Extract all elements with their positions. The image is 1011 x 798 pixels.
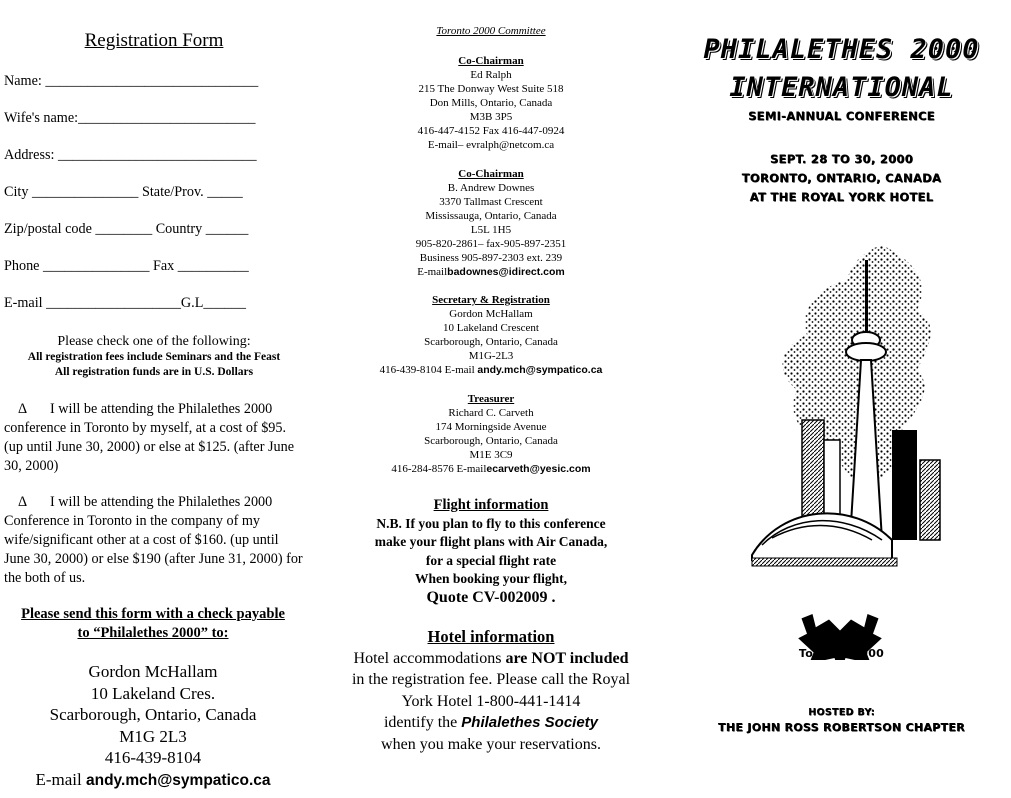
send-instructions	[0, 605, 306, 643]
conference-location: TORONTO, ONTARIO, CANADA	[741, 171, 942, 185]
contact-line: 3370 Tallmast Crescent	[439, 196, 543, 208]
email-address: andy.mch@sympatico.ca	[477, 364, 603, 376]
option-couple-text: I will be attending the Philalethes 2000 Conference in Toronto in the company of my wife/significant other at a cost of $160. (up until June 30, 2000) or else $190 (after June 31, 2000) for the both of us.	[4, 494, 303, 586]
registration-title: Registration Form	[84, 30, 224, 51]
contact-line: Scarborough, Ontario, Canada	[424, 435, 558, 447]
send-line: to “Philalethes 2000” to:	[77, 625, 229, 641]
cover-title: PHILALETHES 2000	[703, 34, 980, 65]
address-line: M1G 2L3	[119, 726, 187, 746]
contact-line: L5L 1H5	[470, 224, 512, 236]
flight-line: N.B. If you plan to fly to this conference	[376, 515, 606, 531]
role-title: Co-Chairman	[458, 55, 524, 67]
email-label: 416-284-8576 E-mail	[391, 463, 487, 475]
option-single	[4, 400, 304, 476]
contact-line: 10 Lakeland Crescent	[443, 322, 539, 334]
registration-panel	[0, 0, 312, 798]
contact-line: E-mail– evralph@netcom.ca	[427, 139, 555, 151]
contact-line: 416-447-4152 Fax 416-447-0924	[417, 125, 565, 137]
email-address: ecarveth@yesic.com	[486, 463, 591, 475]
hotel-text: Hotel accommodations	[353, 649, 506, 667]
flight-title: Flight information	[433, 497, 549, 513]
role-title: Secretary & Registration	[432, 294, 550, 306]
send-line: Please send this form with a check payable	[21, 606, 285, 622]
contact-email	[316, 265, 666, 279]
mailing-address	[0, 661, 306, 791]
cn-tower-skyline-illustration	[742, 240, 992, 660]
contact-line: M1E 3C9	[469, 449, 513, 461]
hotel-info	[316, 626, 666, 755]
hotel-line: in the registration fee. Please call the Royal	[351, 671, 631, 688]
contact-line: M1G-2L3	[468, 350, 514, 362]
contact-line: Richard C. Carveth	[448, 407, 534, 419]
hosted-by-label: HOSTED BY:	[808, 707, 875, 718]
flight-line: for a special flight rate	[425, 552, 557, 568]
host-chapter: THE JOHN ROSS ROBERTSON CHAPTER	[718, 721, 965, 734]
fees-notes	[0, 350, 308, 380]
contact-line: Business 905-897-2303 ext. 239	[419, 252, 563, 264]
conference-type: SEMI-ANNUAL CONFERENCE	[748, 109, 935, 123]
address-field: Address: ____________________________	[4, 147, 257, 163]
cochair1-block	[316, 54, 666, 152]
contact-line: Ed Ralph	[470, 69, 512, 81]
hotel-title: Hotel information	[427, 627, 555, 646]
address-line: Gordon McHallam	[88, 662, 218, 681]
contact-line: Don Mills, Ontario, Canada	[429, 97, 553, 109]
secretary-block	[316, 293, 666, 377]
conference-date: SEPT. 28 TO 30, 2000	[769, 152, 914, 166]
contact-line: Mississauga, Ontario, Canada	[425, 210, 557, 222]
logo-caption: Toronto 2000	[798, 647, 885, 660]
email-address: badownes@idirect.com	[447, 266, 565, 278]
contact-line: 215 The Donway West Suite 518	[418, 83, 564, 95]
hotel-line	[316, 648, 666, 670]
option-single-text: I will be attending the Philalethes 2000 conference in Toronto by myself, at a cost of $95.(up until June 30, 2000) or else at $125. (after June 30, 2000)	[4, 401, 294, 474]
address-line: Scarborough, Ontario, Canada	[49, 705, 257, 724]
delta-checkbox-icon: Δ	[18, 401, 28, 417]
hotel-text: identify the	[383, 714, 462, 731]
email-label: 416-439-8104 E-mail	[379, 364, 475, 376]
hotel-line: York Hotel 1-800-441-1414	[401, 692, 581, 710]
email-label: E-mail	[35, 769, 82, 789]
contact-line: M3B 3P5	[469, 111, 513, 123]
email-field: E-mail ___________________G.L______	[4, 295, 246, 311]
wife-name-field: Wife's name:_________________________	[4, 110, 256, 126]
phone-field: Phone _______________ Fax __________	[4, 258, 249, 274]
treasurer-block	[316, 392, 666, 476]
cover-subtitle-international: INTERNATIONAL	[729, 72, 954, 103]
flight-line: When booking your flight,	[414, 571, 568, 586]
email-label: E-mail	[417, 266, 448, 278]
role-title: Co-Chairman	[458, 168, 524, 180]
delta-checkbox-icon: Δ	[18, 494, 28, 510]
address-line: 10 Lakeland Cres.	[90, 683, 216, 703]
contact-email	[316, 462, 666, 476]
contact-line: Gordon McHallam	[449, 308, 533, 320]
flight-quote: Quote CV-002009 .	[426, 588, 556, 606]
address-email	[0, 769, 306, 792]
society-name: Philalethes Society	[461, 714, 599, 731]
flight-info	[316, 496, 666, 607]
fees-note: All registration fees include Seminars and the Feast	[27, 351, 281, 363]
cover-panel	[672, 0, 1011, 798]
zip-field: Zip/postal code ________ Country ______	[4, 221, 249, 237]
committee-panel	[316, 0, 666, 798]
option-couple	[4, 493, 304, 588]
contact-line: Scarborough, Ontario, Canada	[424, 336, 558, 348]
contact-line: B. Andrew Downes	[447, 182, 535, 194]
committee-heading: Toronto 2000 Committee	[436, 25, 546, 37]
conference-venue: AT THE ROYAL YORK HOTEL	[749, 190, 934, 204]
contact-line: 905-820-2861– fax-905-897-2351	[415, 238, 567, 250]
cochair2-block	[316, 167, 666, 279]
email-address: andy.mch@sympatico.ca	[85, 771, 271, 789]
fees-note: All registration funds are in U.S. Dollars	[54, 366, 254, 378]
hotel-line: when you make your reservations.	[381, 735, 601, 753]
hotel-line	[316, 712, 666, 734]
contact-line: 174 Morningside Avenue	[435, 421, 547, 433]
check-heading: Please check one of the following:	[57, 334, 251, 349]
flight-line: make your flight plans with Air Canada,	[374, 534, 608, 549]
role-title: Treasurer	[467, 393, 515, 405]
hotel-emphasis: are NOT included	[505, 649, 629, 667]
address-line: 416-439-8104	[104, 748, 202, 767]
name-field: Name: ______________________________	[4, 73, 259, 89]
contact-email	[316, 363, 666, 377]
city-field: City _______________ State/Prov. _____	[4, 184, 243, 200]
